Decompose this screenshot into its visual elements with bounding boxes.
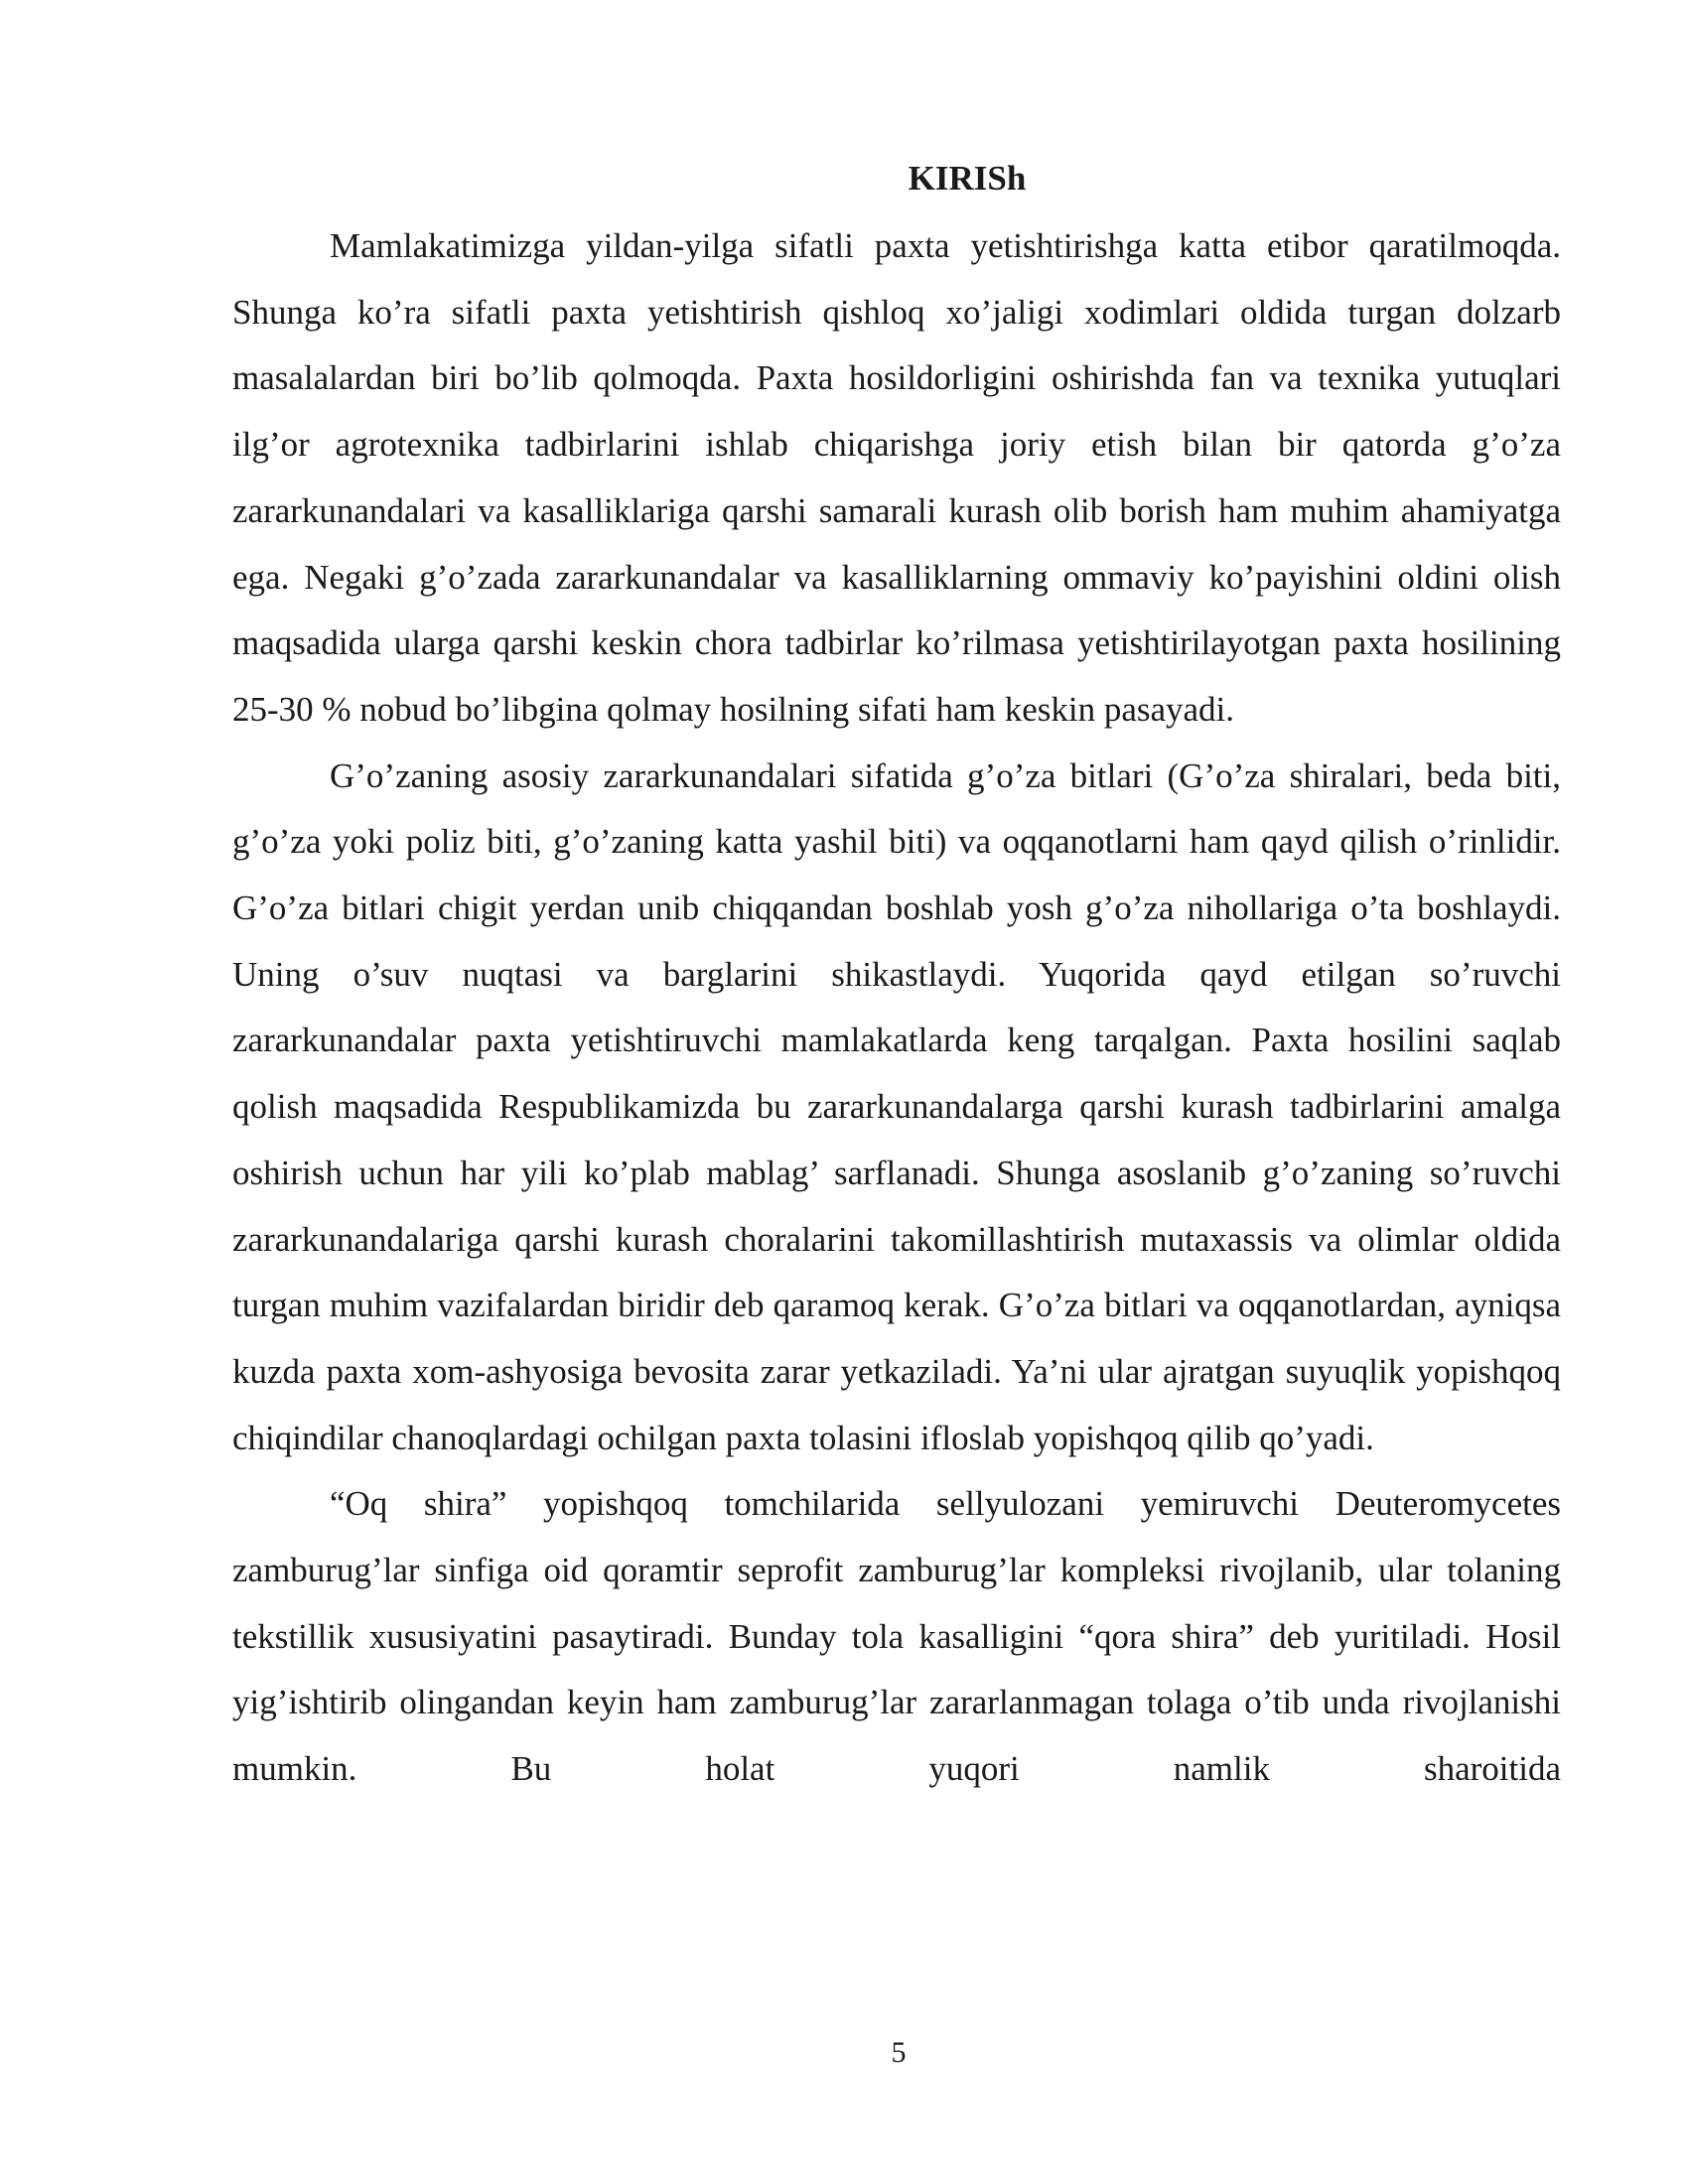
page-number: 5 [891, 2036, 907, 2069]
body-text [232, 213, 1561, 1803]
paragraph-intro: Mamlakatimizga yildan-yilga sifatli paxta yetishtirishga katta etibor qaratilmoqda. Shunga ko’ra sifatli paxta yetishtirish qishloq xo’jaligi xodimlari oldida turgan dolzarb masalalardan biri bo’lib qolmoqda. Paxta hosildorligini oshirishda fan va texnika yutuqlari ilg’or agrotexnika tadbirlarini ishlab chiqarishga joriy etish bilan bir qatorda g’o’za zararkunandalari va kasalliklariga qarshi samarali kurash olib borish ham muhim ahamiyatga ega. Negaki g’o’zada zararkunandalar va kasalliklarning ommaviy ko’payishini oldini olish maqsadida ularga qarshi keskin chora tadbirlar ko’rilmasa yetishtirilayotgan paxta hosilining 25-30 % nobud bo’libgina qolmay hosilning sifati ham keskin pasayadi. [232, 226, 1561, 729]
section-heading: KIRISh [908, 159, 1027, 198]
paragraph-pests: G’o’zaning asosiy zararkunandalari sifatida g’o’za bitlari (G’o’za shiralari, beda biti, g’o’za yoki poliz biti, g’o’zaning katta yashil biti) va oqqanotlarni ham qayd qilish o’rinlidir. G’o’za bitlari chigit yerdan unib chiqqandan boshlab yosh g’o’za nihollariga o’ta boshlaydi. Uning o’suv nuqtasi va barglarini shikastlaydi. Yuqorida qayd etilgan so’ruvchi zararkunandalar paxta yetishtiruvchi mamlakatlarda keng tarqalgan. Paxta hosilini saqlab qolish maqsadida Respublikamizda bu zararkunandalarga qarshi kurash tadbirlarini amalga oshirish uchun har yili ko’plab mablag’ sarflanadi. Shunga asoslanib g’o’zaning so’ruvchi zararkunandalariga qarshi kurash choralarini takomillashtirish mutaxassis va olimlar oldida turgan muhim vazifalardan biridir deb qaramoq kerak. G’o’za bitlari va oqqanotlardan, ayniqsa kuzda paxta xom-ashyosiga bevosita zarar yetkaziladi. Ya’ni ular ajratgan suyuqlik yopishqoq chiqindilar chanoqlardagi ochilgan paxta tolasini ifloslab yopishqoq qilib qo’yadi. [232, 755, 1561, 1457]
paragraph-white-sap: “Oq shira” yopishqoq tomchilarida sellyulozani yemiruvchi Deuteromycetes zamburug’lar sinfiga oid qoramtir seprofit zamburug’lar kompleksi rivojlanib, ular tolaning tekstillik xususiyatini pasaytiradi. Bunday tola kasalligini “qora shira” deb yuritiladi. Hosil yig’ishtirib olingandan keyin ham zamburug’lar zararlanmagan tolaga o’tib unda rivojlanishi mumkin. Bu holat yuqori namlik sharoitida [232, 1484, 1561, 1789]
